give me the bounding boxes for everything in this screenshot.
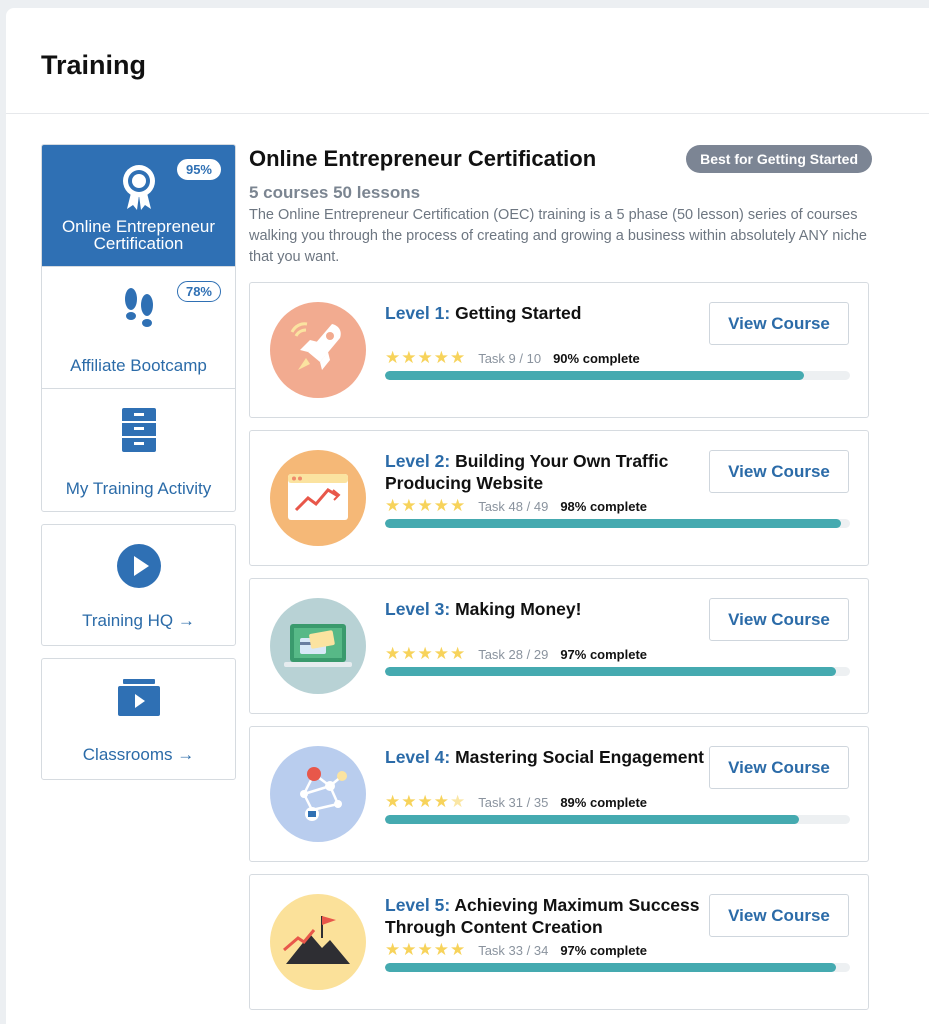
page-header: [6, 8, 929, 114]
course-meta: [385, 496, 647, 516]
view-course-button[interactable]: View Course: [709, 598, 849, 641]
sidebar-item-label: Online Entrepreneur Certification: [61, 217, 216, 253]
completion-text: 89% complete: [560, 794, 648, 810]
progress-bar: [385, 963, 850, 972]
course-card-level-1: [249, 282, 869, 418]
website-growth-icon: [270, 450, 366, 546]
award-ribbon-icon: [119, 163, 159, 216]
footprints-icon: [119, 285, 159, 336]
star-rating: ★★★★★: [385, 496, 467, 515]
training-panel: [6, 8, 929, 1024]
progress-bar-fill: [385, 371, 804, 380]
sidebar-item-my-training-activity[interactable]: [42, 389, 235, 511]
page-title: Training: [41, 50, 147, 80]
progress-bar-fill: [385, 963, 836, 972]
course-card-level-2: [249, 430, 869, 566]
file-cabinet-icon: [121, 407, 157, 458]
sidebar-item-affiliate-bootcamp[interactable]: [42, 267, 235, 389]
task-count: Task 9 / 10: [478, 350, 542, 366]
progress-bar: [385, 519, 850, 528]
task-count: Task 31 / 35: [478, 794, 549, 810]
completion-text: 98% complete: [560, 498, 648, 514]
laptop-credit-card-icon: [270, 598, 366, 694]
course-title: Level 3: Making Money!: [385, 599, 582, 619]
classrooms-link[interactable]: [41, 658, 236, 780]
completion-text: 97% complete: [560, 646, 648, 662]
play-circle-icon: [116, 543, 162, 594]
course-card-level-5: [249, 874, 869, 1010]
rocket-icon: [270, 302, 366, 398]
sidebar-item-label: My Training Activity: [65, 479, 212, 498]
completion-text: 90% complete: [553, 350, 640, 366]
course-card-level-4: [249, 726, 869, 862]
course-series-subtitle: 5 courses 50 lessons: [249, 183, 421, 202]
mountain-flag-icon: [270, 894, 366, 990]
course-series-description: The Online Entrepreneur Certification (OEC) training is a 5 phase (50 lesson) series of courses walking you through the process of creating and growing a business within absolutely ANY niche that you want.: [249, 207, 867, 265]
star-rating: ★★★★★: [385, 940, 467, 959]
course-title: Level 2: Building Your Own Traffic Producing Website: [385, 451, 669, 493]
star-rating: ★★★★★: [385, 644, 467, 663]
video-folder-icon: [117, 677, 161, 722]
progress-badge: 95%: [177, 159, 221, 180]
course-meta: [385, 644, 647, 664]
sidebar-group: [41, 144, 236, 512]
task-count: Task 28 / 29: [478, 646, 549, 662]
course-card-level-3: [249, 578, 869, 714]
training-sidebar: [41, 144, 236, 780]
task-count: Task 33 / 34: [478, 942, 549, 958]
progress-bar: [385, 371, 850, 380]
view-course-button[interactable]: View Course: [709, 302, 849, 345]
course-meta: [385, 792, 647, 812]
training-hq-link[interactable]: [41, 524, 236, 646]
course-title: Level 4: Mastering Social Engagement: [385, 747, 705, 767]
star-rating: ★★★★★: [385, 792, 467, 811]
course-meta: [385, 348, 640, 368]
course-title: Level 5: Achieving Maximum Success Through Content Creation: [385, 895, 700, 937]
progress-bar-fill: [385, 667, 836, 676]
classrooms-label: Classrooms →: [82, 745, 195, 764]
progress-badge: 78%: [177, 281, 221, 302]
view-course-button[interactable]: View Course: [709, 746, 849, 789]
social-network-icon: [270, 746, 366, 842]
training-hq-label: Training HQ →: [82, 611, 195, 630]
view-course-button[interactable]: View Course: [709, 894, 849, 937]
completion-text: 97% complete: [560, 942, 648, 958]
sidebar-item-oec[interactable]: [42, 145, 235, 267]
progress-bar: [385, 667, 850, 676]
sidebar-item-label: Affiliate Bootcamp: [70, 356, 207, 375]
task-count: Task 48 / 49: [478, 498, 549, 514]
view-course-button[interactable]: View Course: [709, 450, 849, 493]
progress-bar: [385, 815, 850, 824]
course-title: Level 1: Getting Started: [385, 303, 582, 323]
progress-bar-fill: [385, 519, 841, 528]
recommendation-badge: Best for Getting Started: [686, 145, 872, 173]
star-rating: ★★★★★: [385, 348, 467, 367]
progress-bar-fill: [385, 815, 799, 824]
course-series-title: Online Entrepreneur Certification: [249, 146, 597, 171]
course-meta: [385, 940, 647, 960]
